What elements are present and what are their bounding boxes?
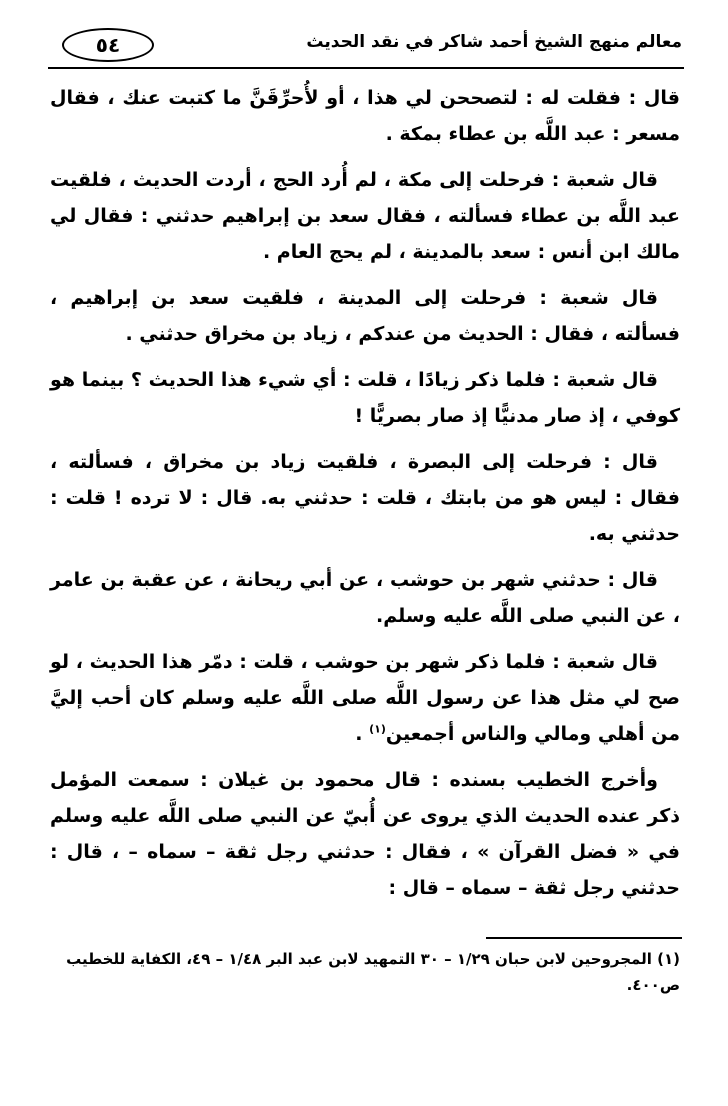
paragraph [50,162,680,270]
paragraph [50,444,680,552]
page-number: ٥٤ [62,28,154,62]
paragraph-text: قال شعبة : فرحلت إلى مكة ، لم أُرد الحج ، أردت الحديث ، فلقيت عبد اللَّه بن عطاء فسألته ، فقال سعد بن إبراهيم حدثني : فقال لي مالك ابن أنس : سعد بالمدينة ، لم يحج العام . [50,169,680,263]
paragraph-text: قال : فرحلت إلى البصرة ، فلقيت زياد بن مخراق ، فسألته ، فقال : ليس هو من بابتك ، قلت : حدثني به. قال : لا ترده ! قلت : حدثني به. [50,451,680,545]
footnote [50,946,680,998]
footnote-divider [486,937,682,939]
footnote-text: المجروحين لابن حبان ١/٢٩ – ٣٠ التمهيد لابن عبد البر ١/٤٨ – ٤٩، الكفاية للخطيب ص٤٠٠. [66,950,680,994]
paragraph [50,762,680,906]
paragraph-text [50,644,680,752]
paragraph-end: . [355,723,370,745]
paragraph-text: قال شعبة : فلما ذكر زيادًا ، قلت : أي شيء هذا الحديث ؟ بينما هو كوفي ، إذ صار مدنيًّا إذ صار بصريًّا ! [50,369,680,427]
paragraph [50,362,680,434]
paragraph [50,562,680,634]
paragraph-text: وأخرج الخطيب بسنده : قال محمود بن غيلان : سمعت المؤمل ذكر عنده الحديث الذي يروى عن أُبيّ عن النبي صلى اللَّه عليه وسلم في « فضل القرآن » ، فقال : حدثني رجل ثقة – سماه – ، قال : حدثني رجل ثقة – سماه – قال : [50,769,680,899]
page-header [48,22,682,68]
paragraph-text: قال شعبة : فرحلت إلى المدينة ، فلقيت سعد بن إبراهيم ، فسألته ، فقال : الحديث من عندكم ، زياد بن مخراق حدثني . [50,287,680,345]
paragraph [50,644,680,752]
paragraph [50,80,680,152]
running-title: معالم منهج الشيخ أحمد شاكر في نقد الحديث [306,32,682,52]
footnote-reference[interactable]: (١) [369,722,386,736]
paragraph [50,280,680,352]
paragraph-text: قال : فقلت له : لتصححن لي هذا ، أو لأُحرِّقَنَّ ما كتبت عنك ، فقال مسعر : عبد اللَّه بن عطاء بمكة . [50,87,680,145]
body-text [50,80,680,916]
paragraph-text: قال : حدثني شهر بن حوشب ، عن أبي ريحانة ، عن عقبة بن عامر ، عن النبي صلى اللَّه عليه وسلم. [50,569,680,627]
footnote-marker: (١) [657,950,680,968]
header-divider [48,67,684,69]
paragraph-text-main: قال شعبة : فلما ذكر شهر بن حوشب ، قلت : دمّر هذا الحديث ، لو صح لي مثل هذا عن رسول اللَّه صلى اللَّه عليه وسلم كان أحب إليَّ من أهلي ومالي والناس أجمعين [50,651,680,745]
